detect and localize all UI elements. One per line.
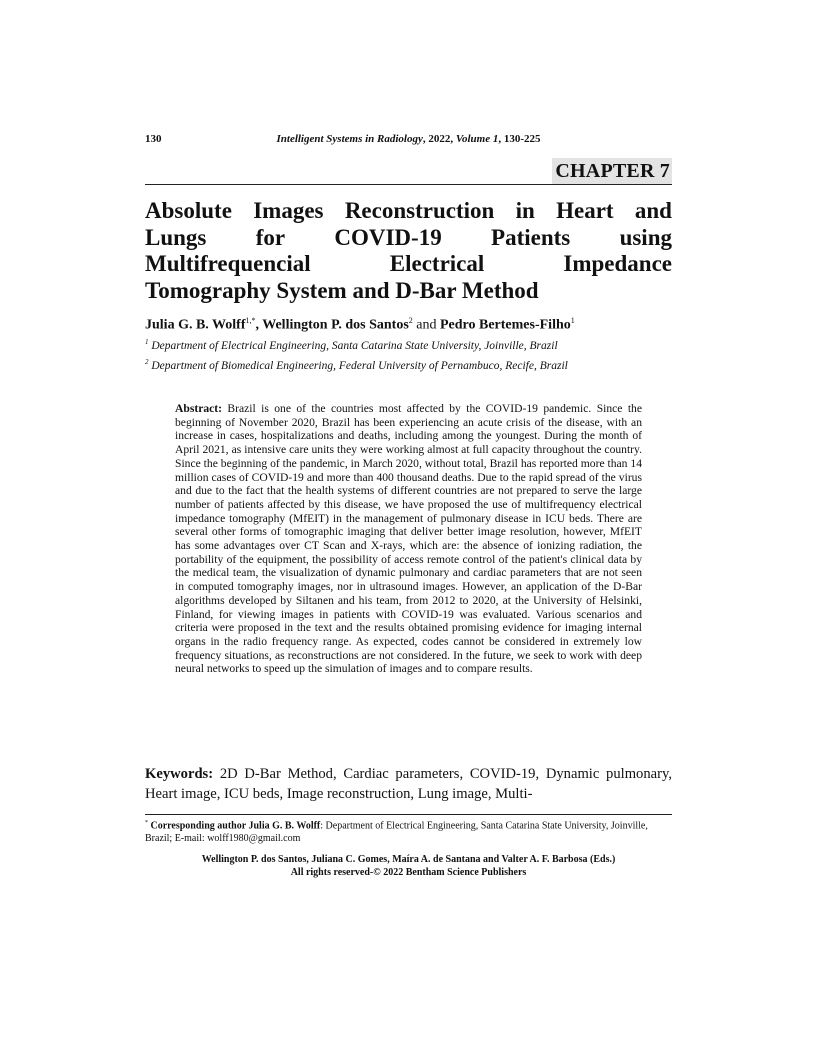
- affiliation-mark: 1: [145, 338, 149, 346]
- title-line: [145, 225, 672, 252]
- chapter-label: CHAPTER 7: [552, 158, 672, 184]
- journal-citation: [145, 133, 672, 145]
- author-name: Pedro Bertemes-Filho: [439, 317, 571, 333]
- author-conjunction: and: [412, 317, 440, 333]
- keywords-label: Keywords:: [145, 766, 214, 782]
- corresponding-author-footnote: [145, 817, 672, 845]
- title-word: Electrical: [389, 251, 485, 276]
- affiliation: [145, 338, 672, 352]
- title-word: COVID-19: [334, 224, 442, 250]
- journal-name: Intelligent Systems in Radiology: [276, 133, 423, 145]
- footnote-label: Corresponding author Julia G. B. Wolff: [148, 820, 321, 832]
- author-affiliation-mark: 1: [570, 316, 575, 325]
- journal-volume: Volume 1: [455, 133, 499, 145]
- page-number: 130: [145, 133, 162, 145]
- title-word: Reconstruction: [344, 198, 495, 223]
- affiliation: [145, 358, 672, 372]
- title-word: Heart: [556, 198, 614, 223]
- paper-title: [145, 198, 672, 304]
- title-line: [145, 198, 672, 225]
- keywords-text: 2D D-Bar Method, Cardiac parameters, COVID-19, Dynamic pulmonary, Heart image, ICU beds, Image reconstruction, Lung image, Multi-: [145, 766, 672, 802]
- title-line: [145, 251, 672, 278]
- editors-line: Wellington P. dos Santos, Juliana C. Gomes, Maíra A. de Santana and Valter A. F. Barbosa (Eds.): [201, 854, 616, 865]
- title-word: using: [619, 224, 672, 250]
- title-word: Absolute: [145, 198, 232, 223]
- author-name: Julia G. B. Wolff: [145, 317, 246, 333]
- journal-year: , 2022,: [422, 133, 456, 145]
- title-line: [145, 278, 672, 305]
- footnote-mark: *: [145, 820, 148, 826]
- copyright-line: All rights reserved-© 2022 Bentham Science Publishers: [290, 867, 527, 878]
- author-affiliation-mark: 2: [408, 316, 413, 325]
- author-separator: ,: [255, 317, 263, 333]
- title-word: for: [255, 224, 286, 250]
- running-header: [145, 133, 672, 149]
- title-word: Impedance: [563, 251, 672, 276]
- chapter-heading-rule: [145, 158, 672, 185]
- keywords: [145, 764, 672, 804]
- author-affiliation-mark: 1,*: [245, 316, 256, 325]
- affiliation-text: Department of Electrical Engineering, Santa Catarina State University, Joinville, Brazil: [148, 339, 558, 352]
- footnote-divider: [145, 814, 672, 815]
- journal-pages: , 130-225: [498, 133, 541, 145]
- editors-credit: [145, 853, 672, 879]
- title-word: in: [515, 198, 535, 223]
- affiliation-text: Department of Biomedical Engineering, Federal University of Pernambuco, Recife, Brazil: [148, 359, 568, 372]
- title-word: and: [634, 198, 672, 223]
- abstract-label: Abstract:: [175, 402, 223, 415]
- abstract-text: Brazil is one of the countries most affected by the COVID-19 pandemic. Since the beginning of November 2020, Brazil has been experiencing an acute crisis of the disease, with an increase in cases, hospitalizations and deaths, including among the youngest. During the month of April 2021, as intensive care units they were working almost at full capacity throughout the country. Since the beginning of the pandemic, in March 2020, without total, Brazil has reported more than 14 million cases of COVID-19 and more than 400 thousand deaths. Due to the rapid spread of the virus and due to the fact that the health systems of different countries are not prepared to serve the large number of patients affected by this disease, we have proposed the use of multifrequency electrical impedance tomography (MfEIT) in the management of pulmonary disease in ICU beds. There are several other forms of tomographic imaging that deliver better image resolution, however, MfEIT has some advantages over CT Scan and X-rays, which are: the absence of ionizing radiation, the portability of the equipment, the possibility of access remote control of the patient's clinical data by the medical team, the visualization of dynamic pulmonary and cardiac parameters that are not seen in computed tomography images, nor in ultrasound images. However, an application of the D-Bar algorithms developed by Siltanen and his team, from 2012 to 2020, at the University of Helsinki, Finland, for viewing images in patients with COVID-19 was evaluated. Various scenarios and criteria were proposed in the text and the results obtained promising evidence for imaging internal organs in the radio frequency range. As expected, codes cannot be considered in extremely low frequency situations, as reconstructions are not considered. In the future, we seek to work with deep neural networks to speed up the simulation of images and to compare results.: [175, 402, 642, 676]
- author-name: Wellington P. dos Santos: [262, 317, 409, 333]
- title-word: Images: [253, 198, 324, 223]
- title-word: Lungs: [145, 224, 207, 250]
- affiliation-mark: 2: [145, 358, 149, 366]
- title-word: Multifrequencial: [145, 251, 311, 276]
- author-list: [145, 316, 672, 334]
- footnote-text: : Department of Electrical Engineering, Santa Catarina State University, Joinville, Brazil; E-mail: wolff1980@gmail.com: [145, 820, 648, 845]
- title-word: Patients: [491, 224, 571, 250]
- abstract: [175, 402, 642, 676]
- title-word: Tomography System and D-Bar Method: [145, 277, 539, 303]
